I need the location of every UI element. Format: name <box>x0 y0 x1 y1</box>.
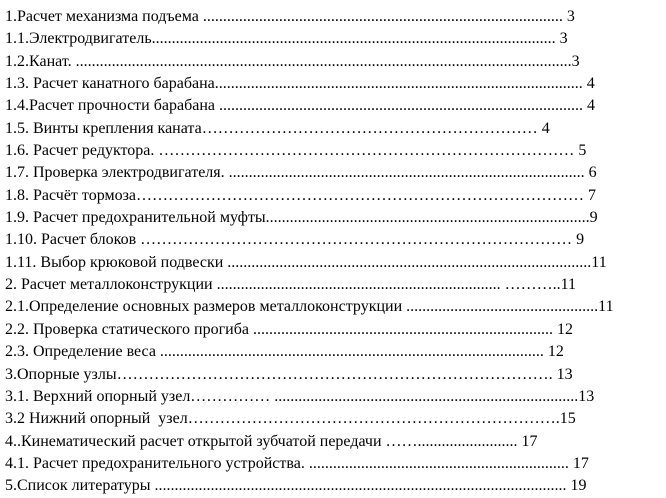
toc-entry-text: 3.2 Нижний опорный узел…………………………………………………………….15 <box>5 410 576 428</box>
toc-entry-text: 5.Список литературы ....................................................................................................... 19 <box>5 477 587 495</box>
table-of-contents <box>5 6 657 498</box>
toc-entry-2-2 <box>5 319 657 341</box>
toc-entry-1-5 <box>5 118 657 140</box>
toc-entry-1-9 <box>5 207 657 229</box>
toc-entry-1-10 <box>5 229 657 251</box>
toc-entry-1-3 <box>5 73 657 95</box>
toc-entry-1-4 <box>5 95 657 117</box>
toc-entry-1 <box>5 6 657 28</box>
toc-entry-text: 1.8. Расчёт тормоза………………………………………………………………………… 7 <box>5 186 597 204</box>
toc-entry-1-2 <box>5 51 657 73</box>
toc-entry-1-6 <box>5 140 657 162</box>
toc-entry-text: 3.1. Верхний опорный узел…………… ............................................................................13 <box>5 387 595 405</box>
toc-entry-text: 1.4.Расчет прочности барабана ........................................................................................... 4 <box>5 97 595 115</box>
toc-entry-2 <box>5 274 657 296</box>
toc-entry-3 <box>5 364 657 386</box>
toc-entry-text: 4.1. Расчет предохранительного устройства. ................................................................. 17 <box>5 454 589 472</box>
toc-entry-2-3 <box>5 341 657 363</box>
toc-entry-text: 2. Расчет металлоконструкции ....................................................................... ………..11 <box>5 276 577 294</box>
toc-entry-4-1 <box>5 453 657 475</box>
toc-entry-text: 1.11. Выбор крюковой подвески ...........................................................................................11 <box>5 253 607 271</box>
toc-entry-text: 3.Опорные узлы………………………………………………………………………. 13 <box>5 365 573 383</box>
toc-entry-text: 1.1.Электродвигатель..................................................................................................... 3 <box>5 30 568 48</box>
toc-entry-text: 2.2. Проверка статического прогиба ........................................................................... 12 <box>5 320 573 338</box>
toc-entry-text: 1.10. Расчет блоков ……………………………………………………………………… 9 <box>5 231 585 249</box>
toc-entry-text: 1.6. Расчет редуктора. …………………………………………………………………… 5 <box>5 142 587 160</box>
toc-entry-text: 4..Кинематический расчет открытой зубчатой передачи ……......................... 17 <box>5 432 538 450</box>
toc-entry-text: 1.3. Расчет канатного барабана............................................................................................ 4 <box>5 75 595 93</box>
toc-entry-3-2 <box>5 408 657 430</box>
toc-entry-text: 1.Расчет механизма подъема .......................................................................................... 3 <box>5 8 575 25</box>
toc-entry-text: 1.2.Канат. ............................................................................................................................3 <box>5 52 580 70</box>
toc-entry-4 <box>5 431 657 453</box>
toc-entry-2-1 <box>5 296 657 318</box>
toc-entry-text: 1.9. Расчет предохранительной муфты.................................................................................9 <box>5 209 598 227</box>
toc-entry-1-1 <box>5 28 657 50</box>
toc-entry-1-7 <box>5 162 657 184</box>
toc-entry-text: 2.1.Определение основных размеров металлоконструкции ................................................11 <box>5 298 614 316</box>
toc-entry-text: 1.7. Проверка электродвигателя. ......................................................................................... 6 <box>5 164 597 182</box>
toc-entry-text: 2.3. Определение веса ................................................................................................ 12 <box>5 343 564 361</box>
toc-entry-1-11 <box>5 252 657 274</box>
toc-entry-5 <box>5 475 657 497</box>
toc-entry-1-8 <box>5 185 657 207</box>
toc-entry-text: 1.5. Винты крепления каната……………………………………………………… 4 <box>5 119 550 137</box>
toc-entry-3-1 <box>5 386 657 408</box>
